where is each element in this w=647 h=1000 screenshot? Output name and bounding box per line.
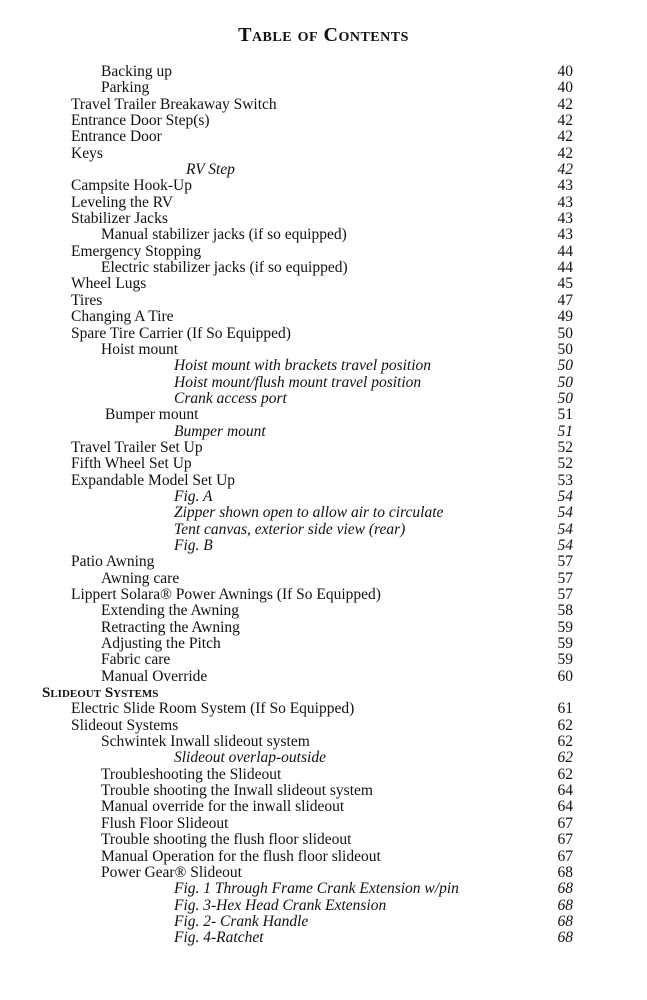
toc-entry: [0, 832, 647, 848]
toc-entry-title: Lippert Solara® Power Awnings (If So Equipped): [71, 586, 381, 603]
toc-entry: [0, 898, 647, 914]
toc-entry-page: 53: [557, 471, 573, 489]
toc-entry-page: 49: [557, 308, 573, 326]
toc-entry-page: 42: [557, 144, 573, 162]
toc-entry-page: 43: [557, 226, 573, 244]
toc-entry-page: 58: [557, 602, 573, 620]
toc-entry-title: Schwintek Inwall slideout system: [101, 733, 310, 751]
toc-entry: [0, 473, 647, 489]
toc-entry-title: Fig. A: [174, 487, 213, 505]
toc-entry: [0, 489, 647, 505]
toc-entry-page: 60: [557, 667, 573, 685]
toc-entry-page: 43: [557, 177, 573, 195]
toc-entry-title: Tires: [71, 291, 103, 309]
toc-entry-title: Manual Override: [101, 667, 208, 685]
toc-entry-title: Manual stabilizer jacks (if so equipped): [101, 226, 347, 244]
toc-entry-page: 68: [557, 880, 573, 898]
toc-section-heading: [0, 685, 647, 701]
toc-entry: [0, 113, 647, 129]
toc-entry-title: Zipper shown open to allow air to circulate: [174, 504, 444, 522]
toc-entry-page: 42: [557, 161, 573, 179]
toc-entry: [0, 783, 647, 799]
toc-entry-page: 42: [557, 95, 573, 113]
toc-entry-title: Travel Trailer Set Up: [71, 438, 203, 456]
toc-entry: [0, 767, 647, 783]
toc-entry-title: Fifth Wheel Set Up: [71, 455, 192, 473]
toc-entry-title: Fig. 3-Hex Head Crank Extension: [174, 896, 387, 914]
toc-entry-page: 50: [557, 373, 573, 391]
toc-entry-title: Awning care: [101, 569, 180, 587]
toc-entry: [0, 571, 647, 587]
toc-entry-title: Adjusting the Pitch: [101, 635, 221, 653]
toc-entry-title: Trouble shooting the Inwall slideout system: [101, 782, 373, 800]
toc-entry-title: Emergency Stopping: [71, 242, 202, 260]
toc-entry: [0, 358, 647, 374]
toc-entry-title: Manual override for the inwall slideout: [101, 798, 345, 816]
toc-entry-title: Fabric care: [101, 651, 171, 669]
toc-entry: [0, 750, 647, 766]
toc-entry-title: Hoist mount with brackets travel position: [174, 357, 432, 375]
toc-entry-page: 44: [557, 242, 573, 260]
toc-entry: [0, 276, 647, 292]
page-title: Table of Contents: [238, 24, 409, 46]
toc-entry: [0, 603, 647, 619]
toc-entry: [0, 178, 647, 194]
toc-entry-page: 44: [557, 259, 573, 277]
toc-entry-page: 67: [557, 847, 573, 865]
toc-entry-page: 64: [557, 798, 573, 816]
toc-entry: [0, 407, 647, 423]
toc-entry: [0, 522, 647, 538]
toc-entry-title: Extending the Awning: [101, 602, 240, 620]
toc-entry-title: Slideout overlap-outside: [174, 749, 326, 767]
toc-entry-title: Slideout Systems: [42, 685, 159, 702]
toc-entry-page: 62: [557, 733, 573, 751]
toc-entry-page: 59: [557, 635, 573, 653]
toc-entry-page: 40: [557, 79, 573, 97]
toc-entry-title: Slideout Systems: [71, 716, 179, 734]
toc-entry-title: Leveling the RV: [71, 193, 174, 211]
toc-entry-title: Flush Floor Slideout: [101, 814, 229, 832]
toc-entry-title: Entrance Door: [71, 128, 162, 146]
toc-entry-page: 51: [557, 406, 573, 424]
toc-entry-title: Fig. B: [174, 536, 213, 554]
toc-entry-page: 42: [557, 112, 573, 130]
toc-entry-title: Hoist mount/flush mount travel position: [174, 373, 422, 391]
toc-entry-page: 54: [557, 487, 573, 505]
toc-entry-title: Travel Trailer Breakaway Switch: [71, 95, 277, 113]
toc-entry: [0, 80, 647, 96]
toc-entry: [0, 816, 647, 832]
toc-entry: [0, 293, 647, 309]
toc-entry-title: Fig. 1 Through Frame Crank Extension w/pin: [174, 880, 459, 898]
toc-list: [0, 64, 647, 947]
toc-entry: [0, 652, 647, 668]
toc-entry-page: 59: [557, 618, 573, 636]
toc-entry-page: 54: [557, 536, 573, 554]
toc-entry: [0, 391, 647, 407]
toc-entry: [0, 97, 647, 113]
toc-entry-page: 59: [557, 651, 573, 669]
toc-entry: [0, 162, 647, 178]
toc-entry-title: Parking: [101, 79, 150, 97]
toc-entry-page: 68: [557, 912, 573, 930]
toc-entry-title: RV Step: [186, 161, 235, 179]
toc-entry: [0, 129, 647, 145]
toc-entry-page: 52: [557, 455, 573, 473]
toc-entry-page: 62: [557, 749, 573, 767]
toc-entry: [0, 799, 647, 815]
toc-entry: [0, 211, 647, 227]
toc-entry-page: 57: [557, 586, 573, 603]
toc-entry-title: Manual Operation for the flush floor slideout: [101, 847, 381, 865]
toc-entry-title: Patio Awning: [71, 553, 155, 571]
toc-entry-title: Campsite Hook-Up: [71, 177, 192, 195]
toc-entry: [0, 930, 647, 946]
toc-entry-title: Retracting the Awning: [101, 618, 240, 636]
toc-entry-title: Keys: [71, 144, 103, 162]
toc-entry: [0, 734, 647, 750]
toc-entry-title: Hoist mount: [101, 340, 179, 358]
toc-entry-page: 50: [557, 357, 573, 375]
toc-entry-page: 40: [557, 63, 573, 80]
toc-entry-title: Electric stabilizer jacks (if so equipped): [101, 259, 348, 277]
toc-entry: [0, 456, 647, 472]
toc-entry-page: 42: [557, 128, 573, 146]
toc-entry-title: Bumper mount: [174, 422, 266, 440]
toc-entry: [0, 244, 647, 260]
toc-entry-title: Electric Slide Room System (If So Equipped): [71, 700, 355, 718]
toc-entry-title: Tent canvas, exterior side view (rear): [174, 520, 406, 538]
toc-entry-title: Troubleshooting the Slideout: [101, 765, 282, 783]
toc-entry: [0, 538, 647, 554]
toc-entry: [0, 865, 647, 881]
toc-entry-page: 45: [557, 275, 573, 293]
toc-entry: [0, 669, 647, 685]
toc-entry-page: 62: [557, 716, 573, 734]
toc-entry-title: Fig. 2- Crank Handle: [174, 912, 309, 930]
toc-entry-title: Fig. 4-Ratchet: [174, 929, 264, 947]
toc-entry-title: Entrance Door Step(s): [71, 112, 210, 130]
toc-entry: [0, 718, 647, 734]
toc-entry-page: 50: [557, 324, 573, 342]
toc-entry-title: Changing A Tire: [71, 308, 174, 326]
toc-entry: [0, 914, 647, 930]
toc-entry-title: Expandable Model Set Up: [71, 471, 236, 489]
toc-entry-page: 68: [557, 896, 573, 914]
toc-entry: [0, 440, 647, 456]
toc-entry-title: Stabilizer Jacks: [71, 210, 168, 228]
toc-entry: [0, 505, 647, 521]
toc-entry: [0, 849, 647, 865]
toc-entry-page: 68: [557, 863, 573, 881]
toc-entry-page: 67: [557, 814, 573, 832]
toc-entry-page: 54: [557, 504, 573, 522]
toc-entry-title: Bumper mount: [105, 406, 199, 424]
toc-entry-title: Trouble shooting the flush floor slideout: [101, 831, 352, 849]
toc-entry: [0, 326, 647, 342]
toc-entry: [0, 195, 647, 211]
toc-entry: [0, 309, 647, 325]
toc-entry-page: 57: [557, 569, 573, 587]
toc-entry: [0, 146, 647, 162]
toc-entry-title: Wheel Lugs: [71, 275, 147, 293]
toc-entry-page: 61: [557, 700, 573, 718]
toc-entry-page: 50: [557, 389, 573, 407]
toc-entry-page: 54: [557, 520, 573, 538]
toc-entry-title: Spare Tire Carrier (If So Equipped): [71, 324, 291, 342]
toc-entry-page: 67: [557, 831, 573, 849]
toc-entry-page: 68: [557, 929, 573, 947]
toc-entry-page: 64: [557, 782, 573, 800]
toc-entry: [0, 260, 647, 276]
toc-entry: [0, 424, 647, 440]
toc-entry: [0, 342, 647, 358]
toc-entry-page: 57: [557, 553, 573, 571]
toc-entry-title: Crank access port: [174, 389, 287, 407]
toc-entry: [0, 587, 647, 603]
toc-entry: [0, 64, 647, 80]
toc-entry-page: 62: [557, 765, 573, 783]
toc-entry: [0, 227, 647, 243]
toc-entry-page: 51: [557, 422, 573, 440]
toc-entry: [0, 620, 647, 636]
toc-entry: [0, 554, 647, 570]
toc-entry: [0, 701, 647, 717]
toc-entry: [0, 881, 647, 897]
toc-entry-page: 43: [557, 210, 573, 228]
toc-entry-page: 47: [557, 291, 573, 309]
toc-entry: [0, 375, 647, 391]
toc-entry-page: 50: [557, 340, 573, 358]
toc-entry-page: 43: [557, 193, 573, 211]
toc-entry-page: 52: [557, 438, 573, 456]
toc-entry-title: Power Gear® Slideout: [101, 863, 242, 881]
toc-entry: [0, 636, 647, 652]
toc-entry-title: Backing up: [101, 63, 173, 80]
